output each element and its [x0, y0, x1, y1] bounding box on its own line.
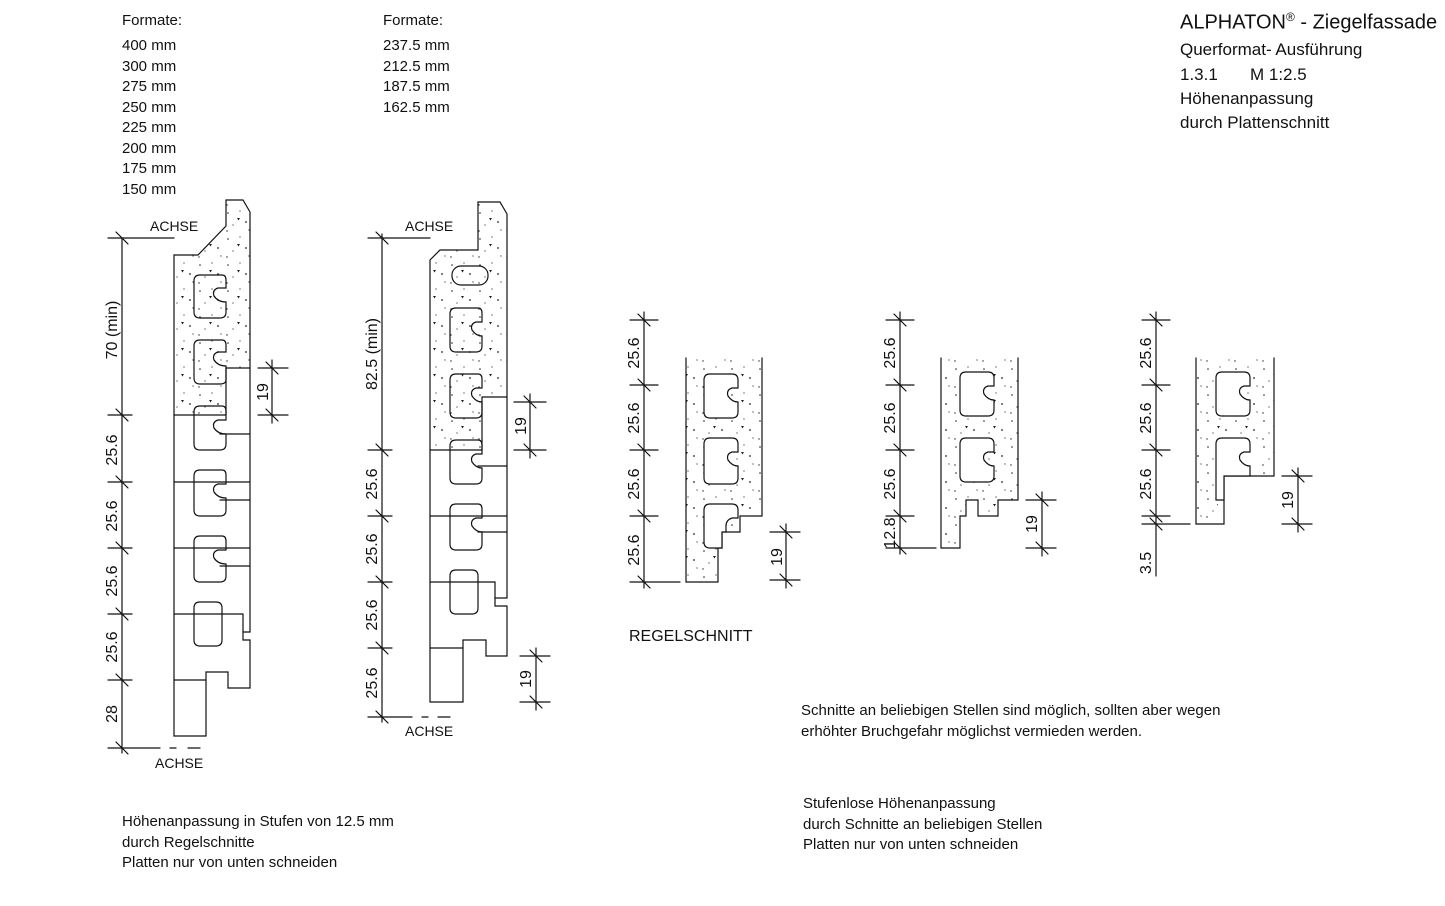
- dim-label: 25.6: [1138, 402, 1155, 434]
- drawing-code: 1.3.1: [1180, 65, 1218, 84]
- formats-left-heading: Formate:: [122, 12, 183, 29]
- dim-label: 25.6: [882, 337, 899, 369]
- subtitle: Querformat- Ausführung: [1180, 40, 1363, 59]
- dim-label: 25.6: [364, 667, 381, 699]
- dim-label: 82.5 (min): [364, 317, 381, 391]
- left-note-line: Höhenanpassung in Stufen von 12.5 mm: [122, 813, 394, 830]
- dim-label: 25.6: [626, 337, 643, 369]
- format-item: 175 mm: [122, 160, 177, 177]
- format-item: 162.5 mm: [383, 98, 450, 116]
- header-line4: durch Plattenschnitt: [1180, 113, 1330, 132]
- side-dim-label: 19: [1024, 515, 1041, 533]
- dim-label: 25.6: [882, 402, 899, 434]
- dim-label: 3.5: [1138, 551, 1155, 575]
- format-item: 237.5 mm: [383, 37, 450, 54]
- title-brand: ALPHATON: [1180, 11, 1286, 34]
- panel-stack-1: [108, 200, 288, 754]
- achse-label-bottom-1: ACHSE: [155, 755, 204, 771]
- dim-label: 28: [104, 705, 121, 723]
- dim-label: 25.6: [364, 468, 381, 500]
- dim-label: 25.6: [104, 500, 121, 532]
- format-item: 150 mm: [122, 180, 177, 198]
- left-note-line: durch Regelschnitte: [122, 833, 255, 851]
- left-note-line: Platten nur von unten schneiden: [122, 854, 338, 871]
- dim-label: 25.6: [104, 631, 121, 663]
- left-note: [122, 812, 394, 874]
- achse-label-bottom-2: ACHSE: [405, 723, 454, 739]
- title-suffix: - Ziegelfassade: [1300, 11, 1438, 34]
- achse-label-top-2: ACHSE: [405, 218, 454, 234]
- dim-label: 70 (min): [104, 300, 121, 360]
- side-dim-label: 19: [518, 670, 535, 688]
- drawing-scale: M 1:2.5: [1250, 65, 1307, 84]
- dim-label: 25.6: [364, 533, 381, 565]
- format-item: 200 mm: [122, 139, 177, 157]
- dim-label: 25.6: [1138, 337, 1155, 369]
- format-item: 275 mm: [122, 78, 177, 95]
- achse-label-top-1: ACHSE: [150, 218, 199, 234]
- dim-label: 25.6: [626, 402, 643, 434]
- dim-label: 25.6: [626, 534, 643, 566]
- format-item: 300 mm: [122, 57, 177, 75]
- dim-label: 25.6: [104, 434, 121, 466]
- dim-label: 25.6: [1138, 468, 1155, 500]
- side-dim-label: 19: [513, 417, 530, 435]
- format-item: 187.5 mm: [383, 78, 450, 95]
- panel-regelschnitt: [630, 312, 800, 588]
- dim-label: 12.8: [882, 517, 899, 549]
- side-dim-label: 19: [1280, 491, 1297, 509]
- panel-stack-2: [368, 202, 550, 723]
- panel-cut-3-5: [1142, 312, 1312, 576]
- cut-note-line: Schnitte an beliebigen Stellen sind möglich, sollten aber wegen: [801, 702, 1221, 719]
- dim-label: 25.6: [882, 468, 899, 500]
- right-note: [803, 794, 1042, 856]
- regelschnitt-caption: REGELSCHNITT: [629, 628, 753, 645]
- side-dim-label: 19: [769, 548, 786, 566]
- right-note-line: Stufenlose Höhenanpassung: [803, 795, 996, 812]
- format-item: 400 mm: [122, 37, 177, 54]
- dim-label: 25.6: [104, 565, 121, 597]
- cut-note-line: erhöhter Bruchgefahr möglichst vermieden werden.: [801, 722, 1143, 740]
- cut-note: [801, 701, 1220, 742]
- dim-label: 25.6: [364, 599, 381, 631]
- dim-label: 25.6: [626, 468, 643, 500]
- formats-right-heading: Formate:: [383, 12, 444, 29]
- format-item: 212.5 mm: [383, 57, 450, 75]
- right-note-line: durch Schnitte an beliebigen Stellen: [803, 815, 1043, 833]
- registered-mark: ®: [1285, 10, 1295, 24]
- right-note-line: Platten nur von unten schneiden: [803, 836, 1019, 853]
- format-item: 225 mm: [122, 119, 177, 136]
- header-line3: Höhenanpassung: [1180, 89, 1314, 108]
- side-dim-label: 19: [255, 383, 272, 401]
- format-item: 250 mm: [122, 98, 177, 116]
